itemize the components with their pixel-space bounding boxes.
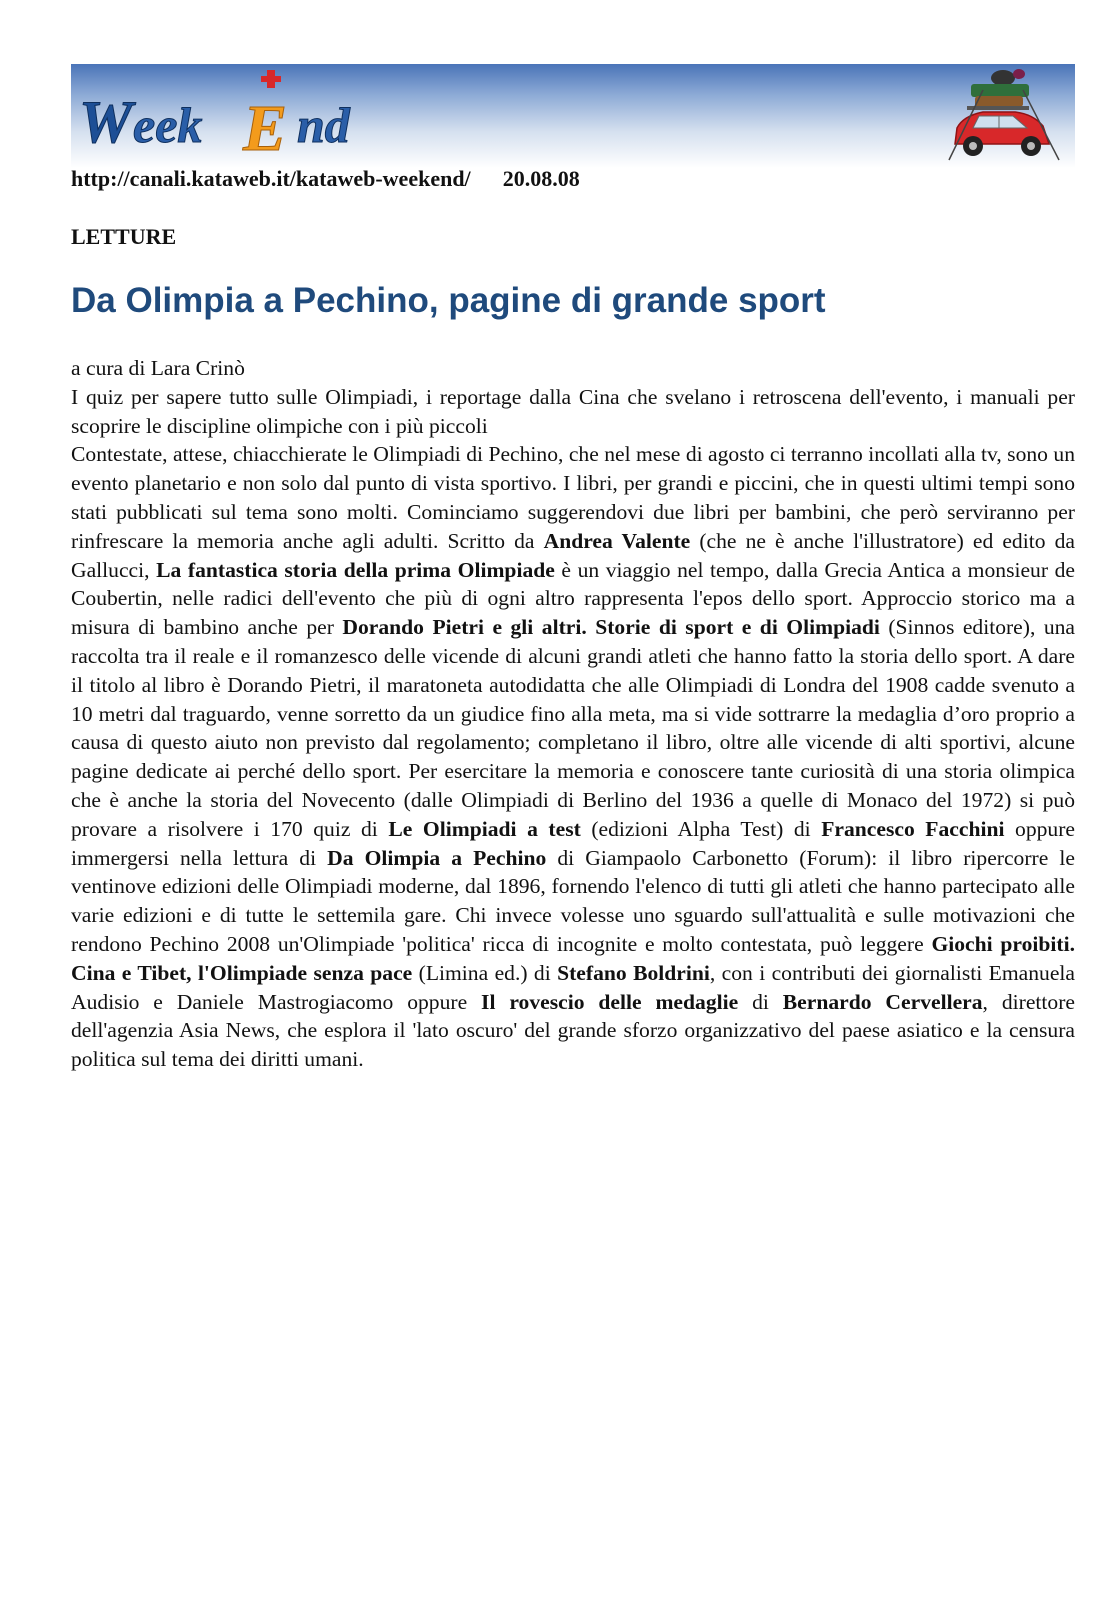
- book-title: Giochi proibiti. Cina e Tibet, l'Olimpiade senza pace: [71, 931, 1075, 985]
- section-label: LETTURE: [71, 224, 177, 249]
- author-name: Andrea Valente: [543, 528, 691, 553]
- text-segment: (Sinnos editore), una raccolta tra il reale e il romanzesco delle vicende di alcuni grandi atleti che hanno fatto la storia dello sport. A dare il titolo al libro è Dorando Pietri, il maratoneta autodidatta che alle Olimpiadi di Londra del 1908 cadde svenuto a 10 metri dal traguardo, venne sorretto da un giudice fino alla meta, ma si vide sottrarre la medaglia d’oro proprio a causa di questo aiuto non previsto dal regolamento; completano il libro, oltre alle vicende di alti sportivi, alcune pagine dedicate ai perché dello sport. Per esercitare la memoria e conoscere tante curiosità di una storia olimpica che è anche la storia del Novecento (dalle Olimpiadi di Berlino del 1936 a quelle di Monaco del 1972) si può provare a risolvere i 170 quiz di: [71, 615, 1075, 841]
- text-segment: di Giampaolo Carbonetto (Forum): il libro ripercorre le ventinove edizioni delle Olimpiadi moderne, dal 1896, fornendo l'elenco di tutti gli atleti che hanno partecipato alle varie edizioni e di tutte le settemila gare. Chi invece volesse uno sguardo sull'attualità e sulle motivazioni che rendono Pechino 2008 un'Olimpiade 'politica' ricca di incognite e molto contestata, può leggere: [71, 845, 1075, 956]
- text-segment: oppure immergersi nella lettura di: [71, 816, 1076, 870]
- text-segment: (Limina ed.) di: [412, 960, 558, 985]
- publication-date: 20.08.08: [502, 166, 580, 191]
- text-segment: , direttore dell'agenzia Asia News, che esplora il 'lato oscuro' del grande sforzo organizzativo del paese asiatico e la censura politica sul tema dei diritti umani.: [71, 989, 1075, 1072]
- book-title: La fantastica storia della prima Olimpiade: [156, 557, 555, 582]
- article-intro: I quiz per sapere tutto sulle Olimpiadi, i reportage dalla Cina che svelano i retroscena dell'evento, i manuali per scoprire le discipline olimpiche con i più piccoli: [71, 384, 1075, 438]
- author-name: Stefano Boldrini: [557, 960, 710, 985]
- author-name: Francesco Facchini: [821, 816, 1005, 841]
- article-text: [71, 440, 1075, 1074]
- svg-text:W: W: [79, 89, 133, 155]
- svg-text:E: E: [243, 92, 288, 165]
- car-illustration: [943, 66, 1065, 166]
- text-segment: Contestate, attese, chiacchierate le Olimpiadi di Pechino, che nel mese di agosto ci terranno incollati alla tv, sono un evento planetario e non solo dal punto di vista sportivo. I libri, per grandi e piccini, che in questi ultimi tempi sono stati pubblicati sul tema sono molti. Cominciamo suggerendovi due libri per bambini, che però serviranno per rinfrescare la memoria anche agli adulti. Scritto da: [71, 442, 1075, 553]
- source-line: [71, 166, 580, 192]
- weekend-banner: [71, 64, 1075, 168]
- text-segment: (edizioni Alpha Test) di: [580, 816, 822, 841]
- book-title: Le Olimpiadi a test: [388, 816, 581, 841]
- text-segment: è un viaggio nel tempo, dalla Grecia Antica a monsieur de Coubertin, nelle radici dell'evento che più di ogni altro rappresenta l'epos dello sport. Approccio storico ma a misura di bambino anche per: [71, 557, 1075, 640]
- book-title: Il rovescio delle medaglie: [481, 989, 739, 1014]
- book-title: Dorando Pietri e gli altri. Storie di sport e di Olimpiadi: [342, 615, 880, 640]
- text-segment: di: [738, 989, 783, 1014]
- byline: a cura di Lara Crinò: [71, 356, 245, 380]
- article-body: [71, 354, 1075, 1074]
- weekend-logo: [71, 64, 411, 168]
- author-name: Bernardo Cervellera: [782, 989, 983, 1014]
- source-url: http://canali.kataweb.it/kataweb-weekend/: [71, 166, 471, 191]
- book-title: Da Olimpia a Pechino: [327, 845, 547, 870]
- svg-text:eek: eek: [133, 97, 203, 153]
- article-headline: Da Olimpia a Pechino, pagine di grande sport: [71, 281, 826, 320]
- text-segment: , con i contributi dei giornalisti Emanuela Audisio e Daniele Mastrogiacomo oppure: [71, 960, 1075, 1014]
- svg-text:nd: nd: [297, 97, 350, 153]
- text-segment: (che ne è anche l'illustratore) ed edito da Gallucci,: [71, 528, 1075, 582]
